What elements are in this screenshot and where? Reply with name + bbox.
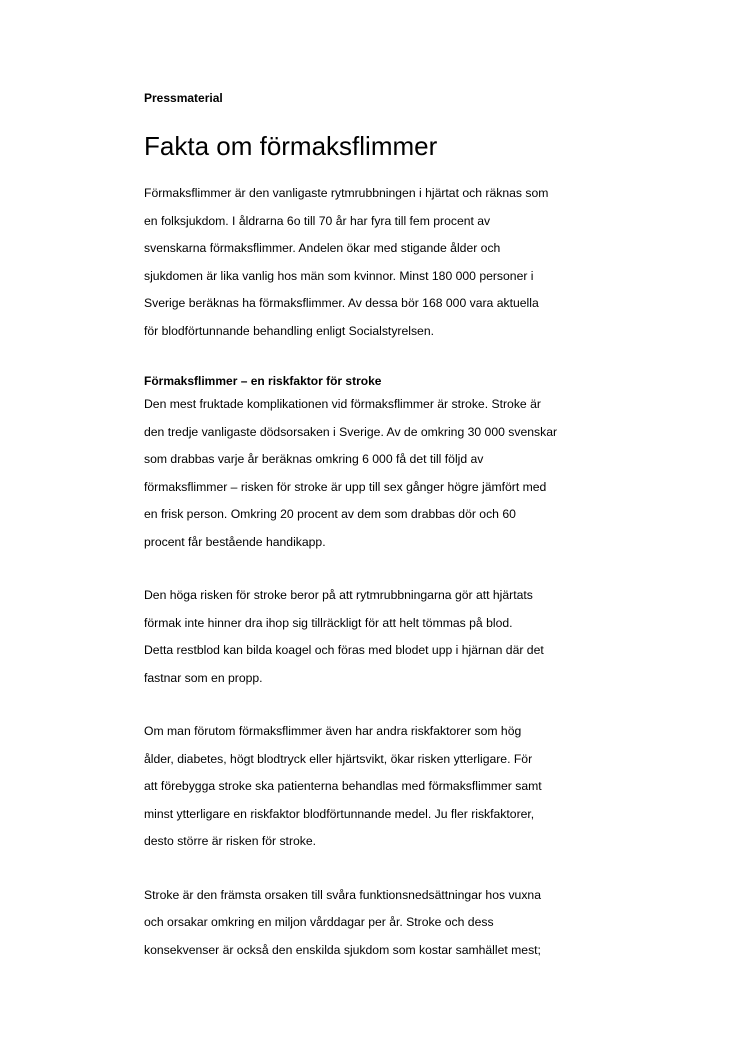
text-line: Den mest fruktade komplikationen vid förmaksflimmer är stroke. Stroke är: [144, 397, 541, 411]
text-line: ålder, diabetes, högt blodtryck eller hjärtsvikt, ökar risken ytterligare. För: [144, 751, 533, 766]
text-line: procent får bestående handikapp.: [144, 534, 326, 549]
text-line: minst ytterligare en riskfaktor blodförtunnande medel. Ju fler riskfaktorer,: [144, 806, 535, 821]
text-line: Sverige beräknas ha förmaksflimmer. Av dessa bör 168 000 vara aktuella: [144, 296, 539, 310]
text-line: Förmaksflimmer är den vanligaste rytmrubbningen i hjärtat och räknas som: [144, 186, 549, 200]
text-line: en folksjukdom. I åldrarna 6o till 70 år har fyra till fem procent av: [144, 213, 491, 228]
text-line: en frisk person. Omkring 20 procent av dem som drabbas dör och 60: [144, 507, 516, 521]
text-line: konsekvenser är också den enskilda sjukdom som kostar samhället mest;: [144, 942, 541, 957]
document-title: Fakta om förmaksflimmer: [144, 131, 438, 161]
section-heading: Förmaksflimmer – en riskfaktor för stroke: [144, 374, 382, 388]
text-line: Den höga risken för stroke beror på att rytmrubbningarna gör att hjärtats: [144, 588, 533, 602]
intro-paragraph: [144, 180, 614, 345]
text-line: och orsakar omkring en miljon vårddagar per år. Stroke och dess: [144, 915, 494, 929]
text-line: Detta restblod kan bilda koagel och föras med blodet upp i hjärnan där det: [144, 643, 544, 657]
text-line: som drabbas varje år beräknas omkring 6 000 få det till följd av: [144, 452, 484, 466]
text-line: Stroke är den främsta orsaken till svåra funktionsnedsättningar hos vuxna: [144, 887, 541, 902]
text-line: desto större är risken för stroke.: [144, 834, 317, 848]
text-line: för blodförtunnande behandling enligt Socialstyrelsen.: [144, 323, 434, 338]
text-line: svenskarna förmaksflimmer. Andelen ökar med stigande ålder och: [144, 241, 501, 255]
section-paragraph: [144, 391, 614, 556]
text-line: sjukdomen är lika vanlig hos män som kvinnor. Minst 180 000 personer i: [144, 268, 534, 283]
text-line: att förebygga stroke ska patienterna behandlas med förmaksflimmer samt: [144, 779, 542, 793]
section-paragraph: [144, 882, 614, 965]
section-paragraph: [144, 718, 614, 856]
document-body: [144, 88, 614, 990]
text-line: den tredje vanligaste dödsorsaken i Sverige. Av de omkring 30 000 svenskar: [144, 424, 558, 439]
text-line: förmaksflimmer – risken för stroke är upp till sex gånger högre jämfört med: [144, 479, 547, 494]
document-label: Pressmaterial: [144, 91, 223, 105]
text-line: förmak inte hinner dra ihop sig tillräckligt för att helt tömmas på blod.: [144, 615, 513, 630]
section-paragraph: [144, 582, 614, 692]
text-line: Om man förutom förmaksflimmer även har andra riskfaktorer som hög: [144, 724, 522, 738]
text-line: fastnar som en propp.: [144, 670, 263, 685]
